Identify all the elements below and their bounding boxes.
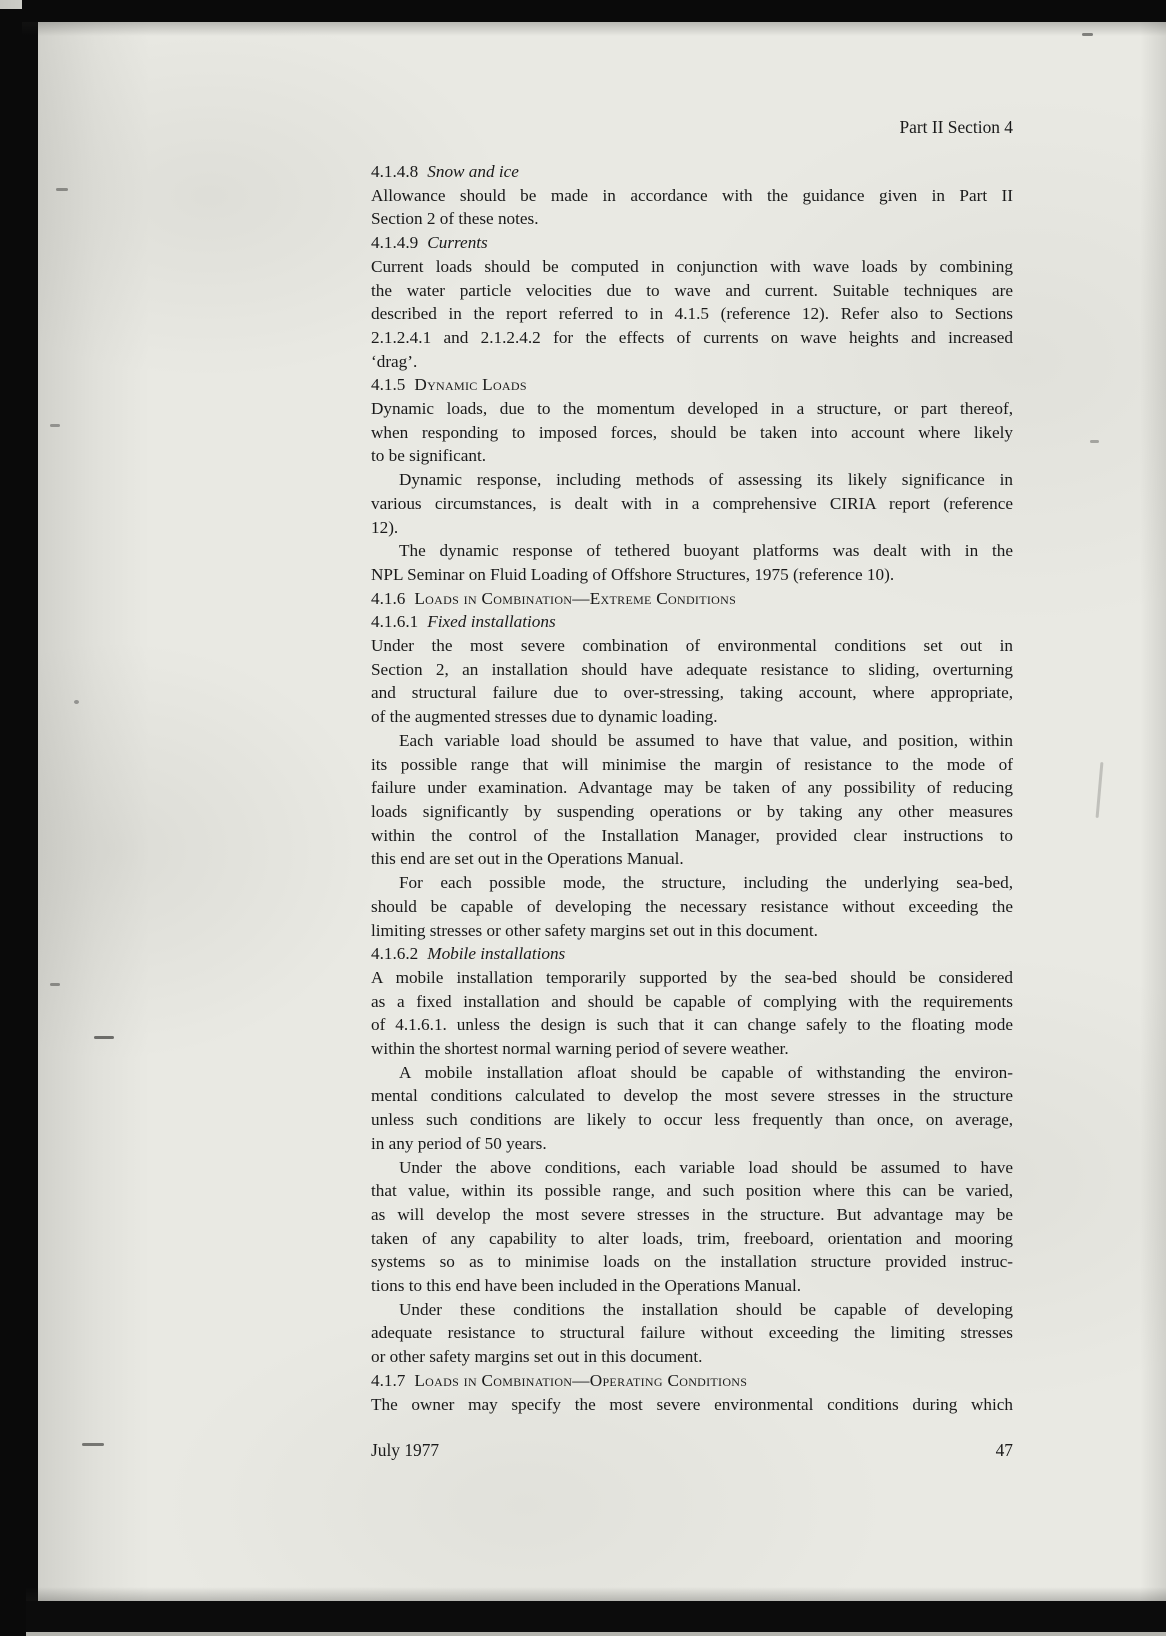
section-title: Loads in Combination—Extreme Conditions xyxy=(414,588,737,608)
text-line: A mobile installation temporarily supported by the sea-bed should be considered xyxy=(371,967,1013,987)
scan-artifact xyxy=(94,1036,114,1039)
text-line: of 4.1.6.1. unless the design is such that it can change safely to the floating mode xyxy=(371,1015,1013,1035)
text-line: taken of any capability to alter loads, trim, freeboard, orientation and mooring xyxy=(371,1228,1013,1248)
text-line: of the augmented stresses due to dynamic loading. xyxy=(371,707,718,727)
paragraph xyxy=(371,1061,1013,1156)
section-heading xyxy=(371,373,1013,397)
text-line: Section 2 of these notes. xyxy=(371,209,539,229)
text-line: 12). xyxy=(371,517,399,537)
text-line: when responding to imposed forces, should be taken into account where likely xyxy=(371,422,1013,442)
section-number: 4.1.6.2 xyxy=(371,944,419,964)
scan-edge-strip xyxy=(26,1632,1166,1636)
text-line: 2.1.2.4.1 and 2.1.2.4.2 for the effects of currents on wave heights and increased xyxy=(371,327,1013,347)
section-heading xyxy=(371,942,1013,966)
section-number: 4.1.6 xyxy=(371,588,406,608)
scan-shadow-bottom xyxy=(26,1587,1166,1601)
text-line: Dynamic loads, due to the momentum developed in a structure, or part thereof, xyxy=(371,399,1013,419)
scan-artifact xyxy=(1096,762,1104,818)
text-line: NPL Seminar on Fluid Loading of Offshore Structures, 1975 (reference 10). xyxy=(371,564,895,584)
text-line: Under the above conditions, each variable load should be assumed to have xyxy=(399,1157,1013,1177)
text-line: this end are set out in the Operations Manual. xyxy=(371,849,684,869)
text-line: Allowance should be made in accordance with the guidance given in Part II xyxy=(371,185,1013,205)
scan-artifact xyxy=(82,1443,104,1446)
scan-border-bottom xyxy=(26,1601,1166,1632)
text-line: within the control of the Installation Manager, provided clear instructions to xyxy=(371,825,1013,845)
text-line: as will develop the most severe stresses in the structure. But advantage may be xyxy=(371,1204,1013,1224)
text-line: A mobile installation afloat should be capable of withstanding the environ- xyxy=(399,1062,1013,1082)
scan-artifact xyxy=(50,424,60,427)
text-line: that value, within its possible range, and such position where this can be varied, xyxy=(371,1181,1013,1201)
paragraph xyxy=(371,397,1013,468)
section-number: 4.1.7 xyxy=(371,1370,406,1390)
scan-artifact xyxy=(50,983,60,986)
text-line: its possible range that will minimise the margin of resistance to the mode of xyxy=(371,754,1013,774)
page-header: Part II Section 4 xyxy=(899,117,1013,137)
scan-shadow-top xyxy=(22,22,1166,36)
paragraph xyxy=(371,966,1013,1061)
paragraph xyxy=(371,184,1013,231)
text-line: Section 2, an installation should have adequate resistance to sliding, overturning xyxy=(371,659,1013,679)
text-line: Dynamic response, including methods of assessing its likely significance in xyxy=(399,470,1013,490)
page-footer xyxy=(371,1440,1013,1461)
section-heading xyxy=(371,610,1013,634)
text-line: limiting stresses or other safety margins set out in this document. xyxy=(371,920,818,940)
paragraph xyxy=(371,1393,1013,1417)
text-line: loads significantly by suspending operations or by taking any other measures xyxy=(371,801,1013,821)
body-text xyxy=(371,160,1013,1416)
text-line: or other safety margins set out in this document. xyxy=(371,1347,703,1367)
section-heading xyxy=(371,587,1013,611)
section-number: 4.1.6.1 xyxy=(371,612,419,632)
text-line: in any period of 50 years. xyxy=(371,1133,547,1153)
text-line: For each possible mode, the structure, including the underlying sea-bed, xyxy=(399,873,1013,893)
text-line: The owner may specify the most severe environmental conditions during which xyxy=(371,1394,1013,1414)
text-line: mental conditions calculated to develop the most severe stresses in the structure xyxy=(371,1086,1013,1106)
text-line: unless such conditions are likely to occur less frequently than once, on average, xyxy=(371,1110,1013,1130)
paragraph xyxy=(371,1156,1013,1298)
text-line: tions to this end have been included in the Operations Manual. xyxy=(371,1276,802,1296)
text-line: and structural failure due to over-stressing, taking account, where appropriate, xyxy=(371,683,1013,703)
scan-border-left xyxy=(0,9,38,1636)
text-line: The dynamic response of tethered buoyant platforms was dealt with in the xyxy=(399,541,1013,561)
text-line: Each variable load should be assumed to have that value, and position, within xyxy=(399,730,1013,750)
text-line: adequate resistance to structural failure without exceeding the limiting stresses xyxy=(371,1323,1013,1343)
scan-artifact xyxy=(56,188,68,191)
paragraph xyxy=(371,468,1013,539)
section-number: 4.1.4.8 xyxy=(371,162,419,181)
text-line: within the shortest normal warning period of severe weather. xyxy=(371,1039,789,1059)
paragraph xyxy=(371,634,1013,729)
paragraph xyxy=(371,729,1013,871)
section-heading xyxy=(371,160,1013,184)
scan-artifact xyxy=(1090,440,1099,443)
footer-date: July 1977 xyxy=(371,1440,440,1460)
section-title: Currents xyxy=(427,233,488,253)
text-line: described in the report referred to in 4.1.5 (reference 12). Refer also to Sections xyxy=(371,304,1013,324)
section-heading xyxy=(371,231,1013,255)
text-line: the water particle velocities due to wave and current. Suitable techniques are xyxy=(371,280,1013,300)
text-line: Under the most severe combination of environmental conditions set out in xyxy=(371,636,1013,656)
text-line: systems so as to minimise loads on the installation structure provided instruc- xyxy=(371,1252,1013,1272)
section-title: Mobile installations xyxy=(427,944,566,964)
section-number: 4.1.4.9 xyxy=(371,233,419,253)
footer-page-number: 47 xyxy=(995,1440,1013,1460)
text-line: as a fixed installation and should be capable of complying with the requirements xyxy=(371,991,1013,1011)
text-line: Current loads should be computed in conjunction with wave loads by combining xyxy=(371,256,1013,276)
section-title: Snow and ice xyxy=(427,162,519,181)
scan-artifact xyxy=(74,700,79,704)
text-line: various circumstances, is dealt with in a comprehensive CIRIA report (reference xyxy=(371,493,1013,513)
paragraph xyxy=(371,871,1013,942)
section-title: Fixed installations xyxy=(427,612,556,632)
section-number: 4.1.5 xyxy=(371,375,406,395)
text-line: should be capable of developing the necessary resistance without exceeding the xyxy=(371,896,1013,916)
section-title: Dynamic Loads xyxy=(414,375,527,395)
section-title: Loads in Combination—Operating Conditions xyxy=(414,1370,748,1390)
section-heading xyxy=(371,1369,1013,1393)
text-line: Under these conditions the installation should be capable of developing xyxy=(399,1299,1013,1319)
scan-border-top xyxy=(22,0,1166,22)
paragraph xyxy=(371,255,1013,374)
text-line: ‘drag’. xyxy=(371,351,418,371)
text-line: to be significant. xyxy=(371,446,487,466)
paragraph xyxy=(371,539,1013,586)
paragraph xyxy=(371,1298,1013,1369)
text-line: failure under examination. Advantage may be taken of any possibility of reducing xyxy=(371,778,1013,798)
